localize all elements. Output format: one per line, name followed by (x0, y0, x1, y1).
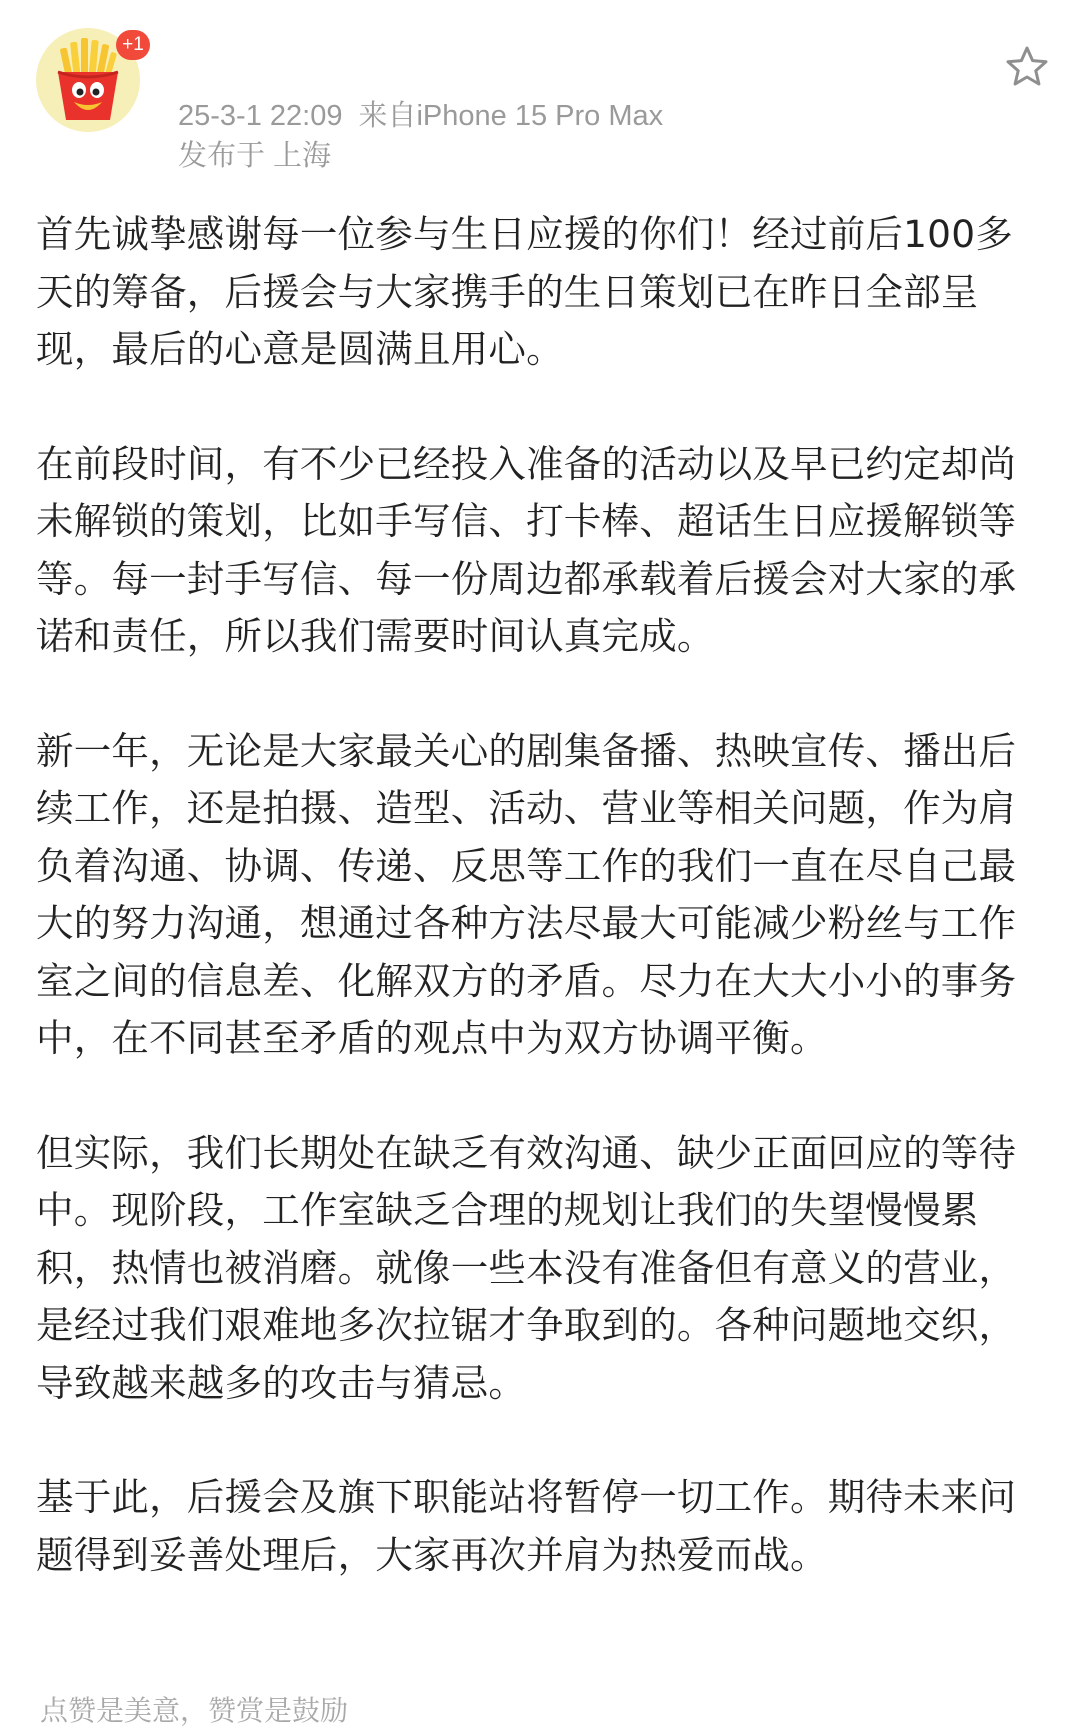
post-paragraph: 首先诚挚感谢每一位参与生日应援的你们！经过前后100多天的筹备，后援会与大家携手的生日策划已在昨日全部呈现，最后的心意是圆满且用心。 (36, 212, 1013, 371)
notification-badge: +1 (116, 30, 150, 60)
post-location: 发布于 上海 (178, 140, 332, 172)
post-timestamp: 25-3-1 22:09 (178, 100, 343, 132)
post-paragraph: 在前段时间，有不少已经投入准备的活动以及早已约定却尚未解锁的策划，比如手写信、打卡棒、超话生日应援解锁等等。每一封手写信、每一份周边都承载着后援会对大家的承诺和责任，所以我们需要时间认真完成。 (36, 441, 1017, 658)
post-meta (178, 96, 878, 176)
star-outline-icon[interactable] (1004, 44, 1050, 90)
post-content (36, 206, 1046, 1584)
avatar[interactable] (36, 28, 146, 138)
post-source: 来自iPhone 15 Pro Max (358, 100, 664, 132)
reward-prompt: 点赞是美意，赞赏是鼓励 (40, 1694, 349, 1727)
post-paragraph: 基于此，后援会及旗下职能站将暂停一切工作。期待未来问题得到妥善处理后，大家再次并肩为热爱而战。 (36, 1475, 1017, 1577)
post-paragraph: 但实际，我们长期处在缺乏有效沟通、缺少正面回应的等待中。现阶段，工作室缺乏合理的规划让我们的失望慢慢累积，热情也被消磨。就像一些本没有准备但有意义的营业，是经过我们艰难地多次拉锯才争取到的。各种问题地交织，导致越来越多的攻击与猜忌。 (36, 1130, 1017, 1405)
meta-line-time-source (178, 96, 878, 136)
post-paragraph: 新一年，无论是大家最关心的剧集备播、热映宣传、播出后续工作，还是拍摄、造型、活动、营业等相关问题，作为肩负着沟通、协调、传递、反思等工作的我们一直在尽自己最大的努力沟通，想通过各种方法尽最大可能减少粉丝与工作室之间的信息差、化解双方的矛盾。尽力在大大小小的事务中，在不同甚至矛盾的观点中为双方协调平衡。 (36, 728, 1017, 1060)
